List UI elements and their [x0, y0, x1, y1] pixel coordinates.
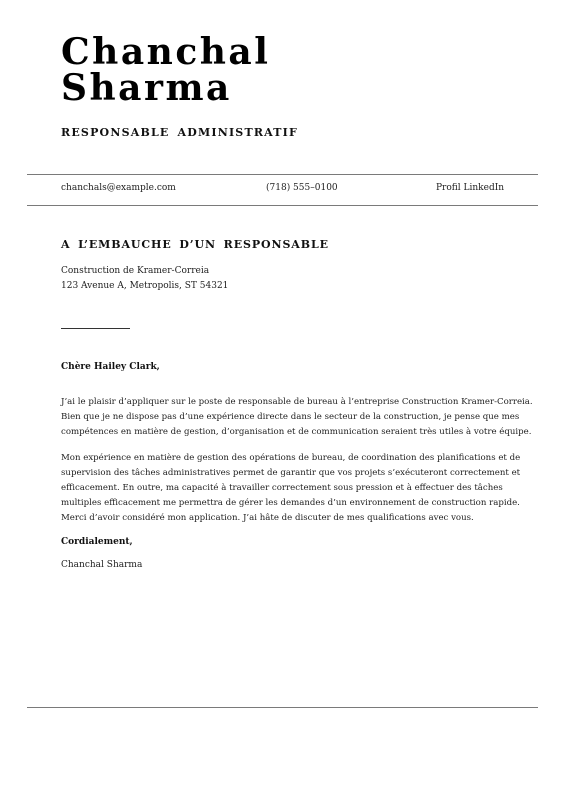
header-divider-top	[27, 174, 538, 175]
recipient-company: Construction de Kramer-Correia	[61, 266, 210, 276]
paragraph-1-line: compétences en matière de gestion, d’organisation et de communication seraient très utiles à votre équipe.	[61, 427, 532, 437]
recipient-address-block	[61, 264, 228, 294]
paragraph-2-line: Mon expérience en matière de gestion des opérations de bureau, de coordination des planifications et de	[61, 453, 521, 463]
job-title: RESPONSABLE ADMINISTRATIF	[61, 126, 299, 139]
paragraph-2-line: multiples efficacement me permettra de gérer les demandes d’un environnement de construction rapide.	[61, 498, 520, 508]
contact-phone: (718) 555–0100	[266, 183, 338, 193]
recipient-heading: A L’EMBAUCHE D’UN RESPONSABLE	[61, 238, 329, 251]
paragraph-2-line: efficacement. En outre, ma capacité à travailler correctement sous pression et à effectuer des tâches	[61, 483, 503, 493]
header-divider-bottom	[27, 205, 538, 206]
paragraph-2-line: supervision des tâches administratives permet de garantir que vos projets s’exécuteront correctement et	[61, 468, 521, 478]
contact-linkedin-link[interactable]: Profil LinkedIn	[436, 183, 505, 193]
salutation: Chère Hailey Clark,	[61, 362, 160, 372]
letter-paragraph-1	[61, 395, 533, 440]
paragraph-1-line: J’ai le plaisir d’appliquer sur le poste de responsable de bureau à l’entreprise Construction Kramer-Correia.	[61, 397, 533, 407]
applicant-last-name: Sharma	[61, 67, 232, 109]
date-placeholder-line	[61, 328, 130, 329]
letter-signature: Chanchal Sharma	[61, 560, 143, 570]
paragraph-2-line: Merci d’avoir considéré mon application. J’ai hâte de discuter de mes qualifications avec vous.	[61, 513, 474, 523]
applicant-name	[61, 31, 271, 109]
letter-paragraph-2	[61, 451, 521, 526]
contact-email[interactable]: chanchals@example.com	[61, 183, 176, 193]
letter-closing: Cordialement,	[61, 537, 133, 547]
applicant-first-name: Chanchal	[61, 31, 271, 73]
recipient-address: 123 Avenue A, Metropolis, ST 54321	[61, 281, 229, 291]
paragraph-1-line: Bien que je ne dispose pas d’une expérience directe dans le secteur de la construction, je pense que mes	[61, 412, 520, 422]
footer-divider	[27, 707, 538, 708]
